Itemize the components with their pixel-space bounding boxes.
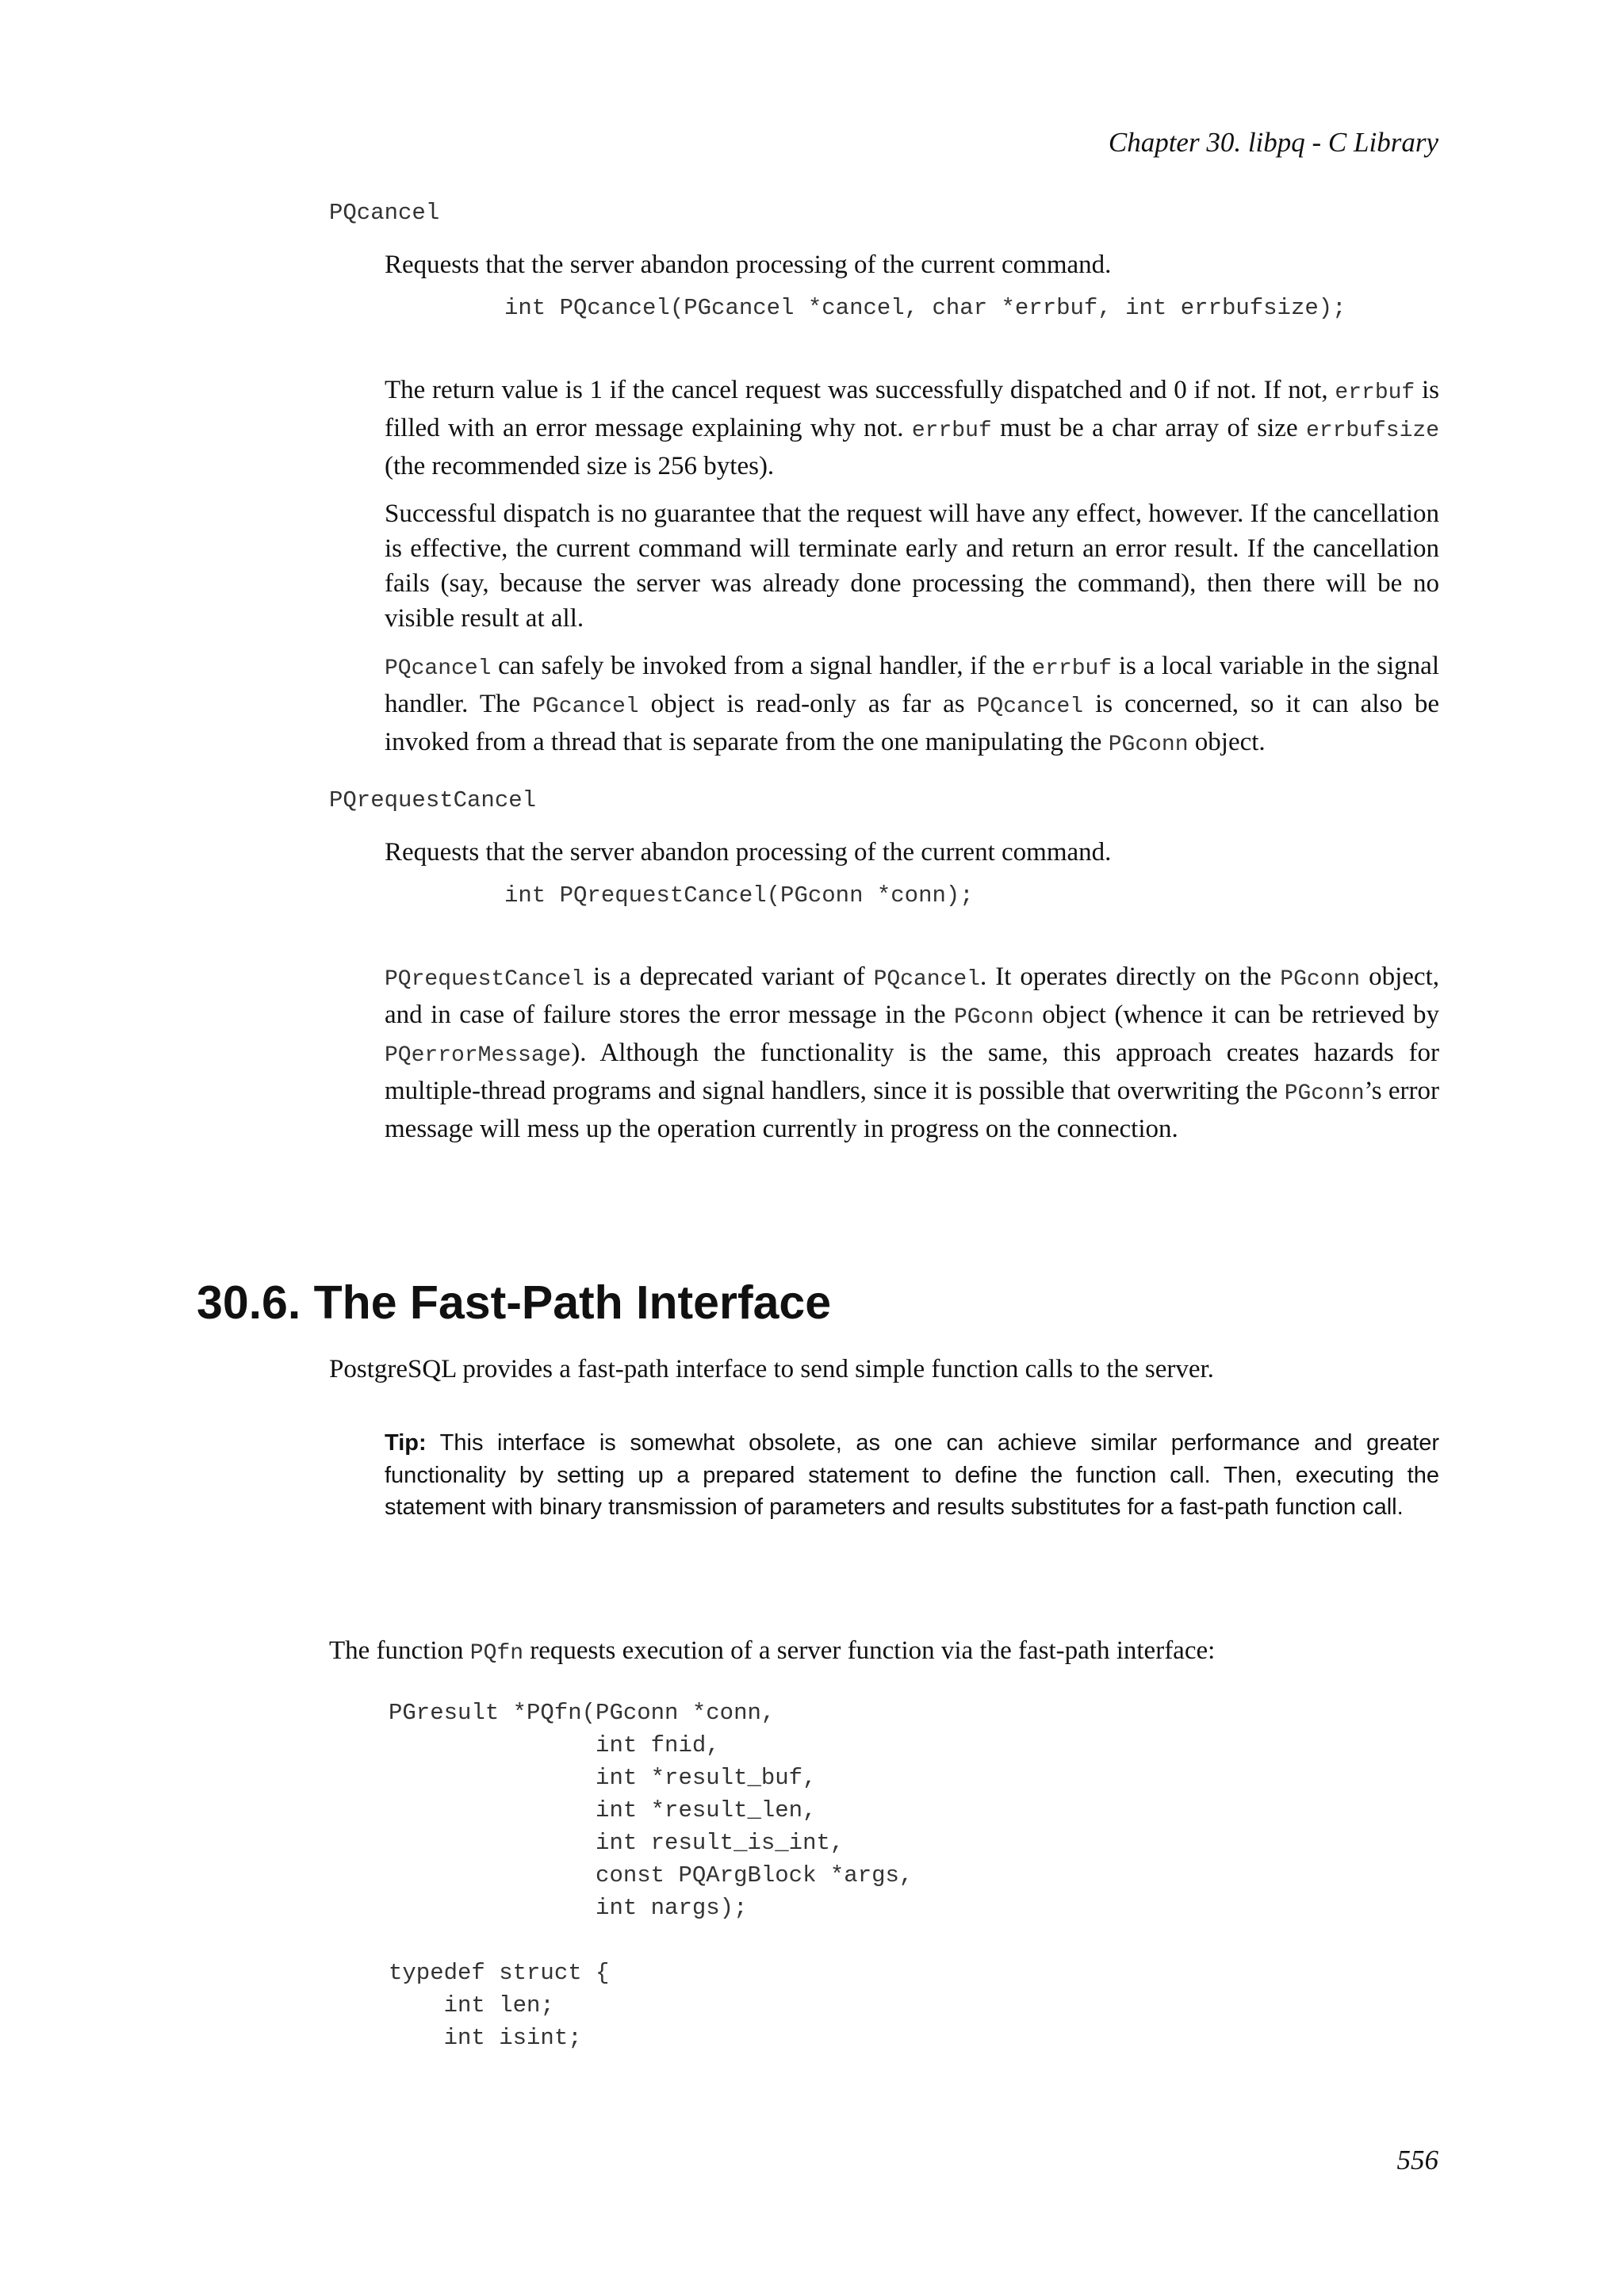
pqcancel-paragraph-1 <box>385 373 1439 484</box>
code-line: PGresult *PQfn(PGconn *conn, <box>389 1700 776 1726</box>
code-line: int isint; <box>389 2025 582 2051</box>
code-errbuf: errbuf <box>1335 381 1415 405</box>
code-pgconn: PGconn <box>1108 733 1189 757</box>
text-run: object, and in case of failure stores the error message in the <box>385 962 1439 1029</box>
section-heading: 30.6. The Fast-Path Interface <box>197 1276 832 1329</box>
code-pqfn: PQfn <box>469 1641 523 1666</box>
code-line: int fnid, <box>389 1732 720 1758</box>
code-pgcancel: PGcancel <box>532 695 639 719</box>
code-pgconn: PGconn <box>953 1005 1034 1030</box>
code-line: const PQArgBlock *args, <box>389 1862 914 1888</box>
text-run: The return value is 1 if the cancel request was successfully dispatched and 0 if not. If not, <box>385 376 1328 404</box>
pqcancel-signature: int PQcancel(PGcancel *cancel, char *errbuf, int errbufsize); <box>504 295 1346 321</box>
tip-label: Tip: <box>385 1430 427 1456</box>
pqrequestcancel-description <box>385 959 1439 1146</box>
section-intro: PostgreSQL provides a fast-path interface to send simple function calls to the server. <box>329 1355 1214 1383</box>
text-run: ). Although the functionality is the same, this approach creates hazards for multiple-thread programs and signal handlers, since it is possible that overwriting the <box>385 1039 1439 1105</box>
code-pgconn: PGconn <box>1280 967 1361 992</box>
pqrequestcancel-summary: Requests that the server abandon processing of the current command. <box>385 838 1112 867</box>
code-line: int result_is_int, <box>389 1830 845 1856</box>
pqfn-code-block <box>389 1697 913 2054</box>
pqcancel-paragraph-2: Successful dispatch is no guarantee that the request will have any effect, however. If the cancellation is effective, the current command will terminate early and return an error result. If the cancellation fails (say, because the server was already done processing the command), then there will be no visible result at all. <box>385 499 1439 633</box>
text-run: must be a char array of size <box>991 414 1306 442</box>
term-pqrequestcancel: PQrequestCancel <box>329 787 537 813</box>
code-line: typedef struct { <box>389 1960 610 1986</box>
code-pqcancel: PQcancel <box>873 967 980 992</box>
tip-text: This interface is somewhat obsolete, as one can achieve similar performance and greater functionality by setting up a prepared statement to define the function call. Then, executing the statement with binary transmission of parameters and results substitutes for a fast-path function call. <box>385 1430 1439 1520</box>
code-errbufsize: errbufsize <box>1305 419 1440 443</box>
code-line: int *result_buf, <box>389 1765 817 1791</box>
pqcancel-summary: Requests that the server abandon processing of the current command. <box>385 251 1112 279</box>
text-run: (the recommended size is 256 bytes). <box>385 452 775 480</box>
text-run: The function <box>329 1636 470 1665</box>
text-run: is concerned, so it can also be invoked from a thread that is separate from the one manipulating the <box>385 690 1439 756</box>
text-run: can safely be invoked from a signal handler, if the <box>491 652 1032 680</box>
code-line: int nargs); <box>389 1895 748 1921</box>
text-run: object is read-only as far as <box>638 690 977 718</box>
text-run: ’s error message will mess up the operation currently in progress on the connection. <box>385 1077 1439 1143</box>
text-run: requests execution of a server function via the fast-path interface: <box>523 1636 1216 1665</box>
pqcancel-description <box>385 373 1439 763</box>
running-header: Chapter 30. libpq - C Library <box>1108 127 1438 158</box>
code-line: int len; <box>389 1992 554 2019</box>
code-line <box>389 1924 913 1957</box>
code-pgconn: PGconn <box>1284 1081 1365 1106</box>
text-run: is a local variable in the signal handler. The <box>385 652 1439 718</box>
tip-note <box>385 1427 1439 1524</box>
pqfn-intro <box>329 1633 1439 1671</box>
text-run: object. <box>1188 728 1266 756</box>
code-line: int *result_len, <box>389 1797 817 1823</box>
page-number: 556 <box>1396 2145 1438 2175</box>
term-pqcancel: PQcancel <box>329 200 440 226</box>
code-pqerrormessage: PQerrorMessage <box>385 1043 572 1068</box>
text-run: is filled with an error message explaining why not. <box>385 376 1440 442</box>
code-errbuf: errbuf <box>1032 656 1113 681</box>
text-run: is a deprecated variant of <box>584 962 874 991</box>
code-errbuf: errbuf <box>911 419 992 443</box>
text-run: object (whence it can be retrieved by <box>1033 1001 1439 1029</box>
code-pqcancel: PQcancel <box>976 695 1084 719</box>
pqcancel-paragraph-3 <box>385 649 1439 763</box>
code-pqrequestcancel: PQrequestCancel <box>385 967 585 992</box>
pqrequestcancel-paragraph-1 <box>385 959 1439 1146</box>
text-run: . It operates directly on the <box>979 962 1281 991</box>
pqrequestcancel-signature: int PQrequestCancel(PGconn *conn); <box>504 882 974 909</box>
code-pqcancel: PQcancel <box>385 656 492 681</box>
